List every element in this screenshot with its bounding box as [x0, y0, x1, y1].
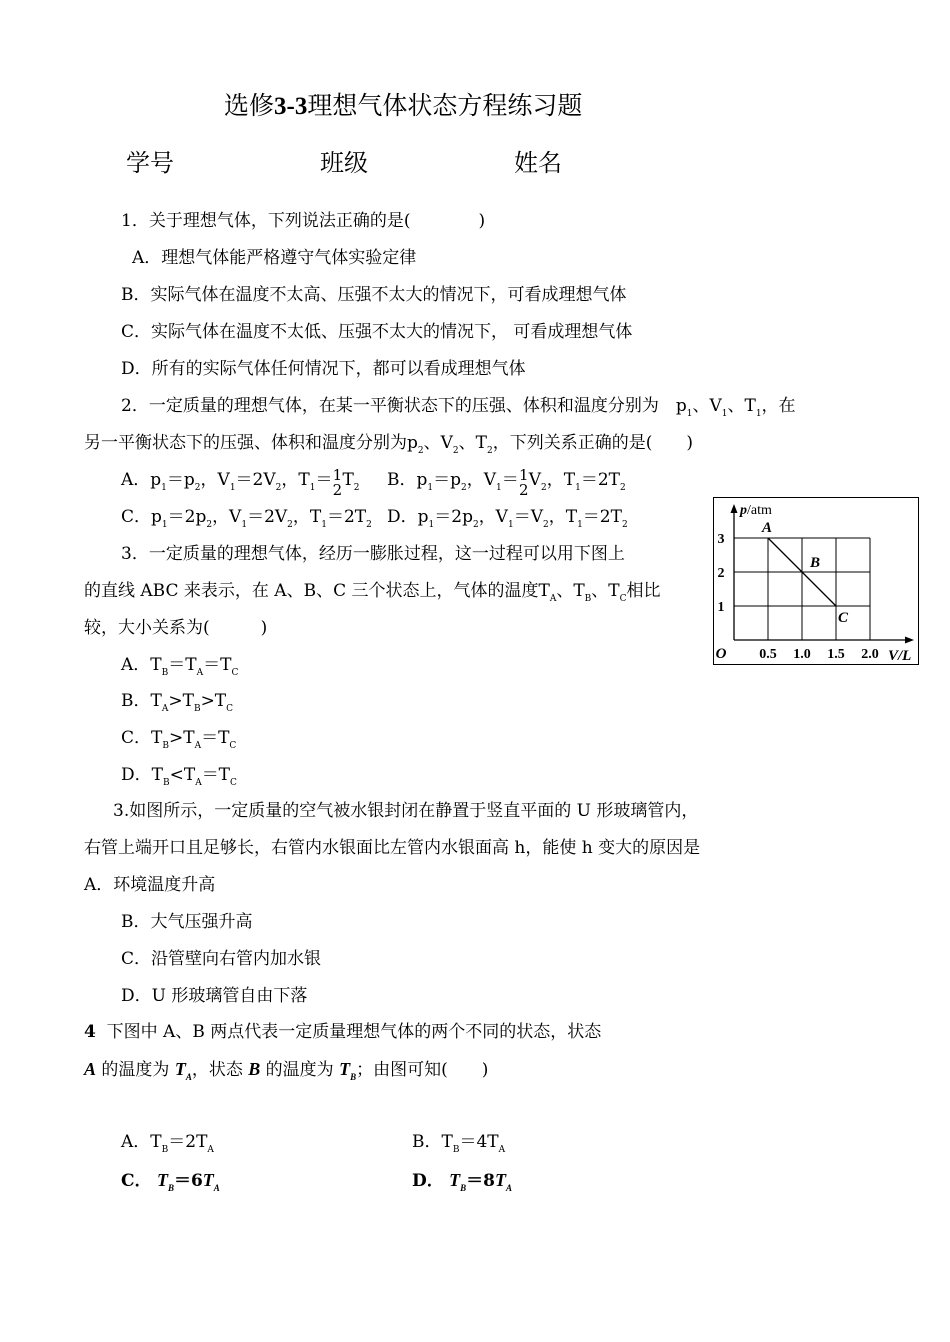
q1-option-c: C．实际气体在温度不太低、压强不太大的情况下， 可看成理想气体: [121, 322, 633, 342]
y-tick-label: 3: [717, 532, 725, 547]
origin-label: O: [715, 646, 727, 662]
q2-option-d: D．$p_1=2p_2$，$V_1=V_2$，$T_1=2T_2$: [387, 507, 628, 530]
q4-stem-line1: 4 下图中 A、B 两点代表一定质量理想气体的两个不同的状态，状态: [84, 1022, 602, 1042]
q3-option-b: B．$T_A>T_B>T_C$: [121, 691, 234, 714]
q2-stem-line2: 另一平衡状态下的压强、体积和温度分别为$p_2$、$V_2$、$T_2$，下列关系正确的是( ): [84, 433, 693, 456]
student-id-label: 学号: [126, 149, 174, 177]
point-label-b: B: [810, 555, 821, 571]
q3-stem-line2: 的直线 ABC 来表示，在 A、B、C 三个状态上，气体的温度$T_A$、$T_B$、$T_C$相比: [84, 581, 661, 604]
q3-option-c: C．$T_B>T_A=T_C$: [121, 728, 237, 751]
y-tick-label: 2: [717, 566, 725, 581]
class-label: 班级: [320, 149, 368, 177]
q1-option-b: B．实际气体在温度不太高、压强不太大的情况下，可看成理想气体: [121, 285, 627, 305]
q4-stem-line2: A 的温度为 $T_A$，状态 B 的温度为 $T_B$；由图可知( ): [84, 1059, 489, 1082]
q4-option-c: C． $T_B=6T_A$: [121, 1170, 220, 1193]
pv-chart-svg: [714, 498, 918, 664]
q2-option-b: B．$p_1=p_2$，$V_1=$ 1 2 $V_2$，$T_1=2T_2$: [387, 465, 626, 499]
q2-stem-line1: 2．一定质量的理想气体，在某一平衡状态下的压强、体积和温度分别为 $p_1$、$V_1$、$T_1$，在: [121, 396, 796, 419]
q4-option-a: A．$T_B=2T_A$: [121, 1132, 214, 1155]
q3-stem-line3: 较，大小关系为( ): [84, 618, 268, 638]
x-tick-label: 2.0: [861, 647, 879, 662]
page-title: 选修3-3理想气体状态方程练习题: [224, 91, 583, 120]
q3-option-a: A．$T_B=T_A=T_C$: [121, 655, 239, 678]
name-label: 姓名: [514, 149, 562, 177]
y-axis-label: p/atm: [740, 503, 772, 518]
pv-chart: [713, 497, 919, 665]
q3b-stem-line2: 右管上端开口且足够长，右管内水银面比左管内水银面高 h，能使 h 变大的原因是: [84, 838, 701, 858]
x-axis-arrow: [905, 637, 914, 644]
point-label-c: C: [838, 610, 849, 626]
x-tick-label: 0.5: [759, 647, 777, 662]
q3-option-d: D．$T_B<T_A=T_C$: [121, 765, 237, 788]
y-axis-arrow: [731, 504, 738, 513]
q3b-option-c: C．沿管壁向右管内加水银: [121, 949, 322, 969]
q1-option-d: D．所有的实际气体任何情况下，都可以看成理想气体: [121, 359, 526, 379]
q4-option-d: D． $T_B=8T_A$: [412, 1170, 513, 1193]
q3b-stem-line1: 3.如图所示，一定质量的空气被水银封闭在静置于竖直平面的 U 形玻璃管内，: [113, 801, 699, 821]
point-label-a: A: [762, 520, 773, 536]
q3b-option-d: D．U 形玻璃管自由下落: [121, 986, 308, 1006]
q3-stem-line1: 3．一定质量的理想气体，经历一膨胀过程，这一过程可以用下图上: [121, 544, 625, 564]
q4-option-b: B．$T_B=4T_A$: [412, 1132, 506, 1155]
x-tick-label: 1.0: [793, 647, 811, 662]
q3b-option-b: B．大气压强升高: [121, 912, 253, 932]
q1-stem: 1．关于理想气体，下列说法正确的是( ): [121, 211, 486, 231]
q3b-option-a: A．环境温度升高: [84, 875, 216, 895]
x-tick-label: 1.5: [827, 647, 845, 662]
q2-option-a: A．$p_1=p_2$，$V_1=2V_2$，$T_1=$ 1 2 $T_2$: [121, 465, 360, 499]
x-axis-label: V/L: [888, 648, 912, 664]
q1-option-a: A．理想气体能严格遵守气体实验定律: [132, 248, 417, 268]
q2-option-c: C．$p_1=2p_2$，$V_1=2V_2$，$T_1=2T_2$: [121, 507, 372, 530]
y-tick-label: 1: [717, 600, 725, 615]
